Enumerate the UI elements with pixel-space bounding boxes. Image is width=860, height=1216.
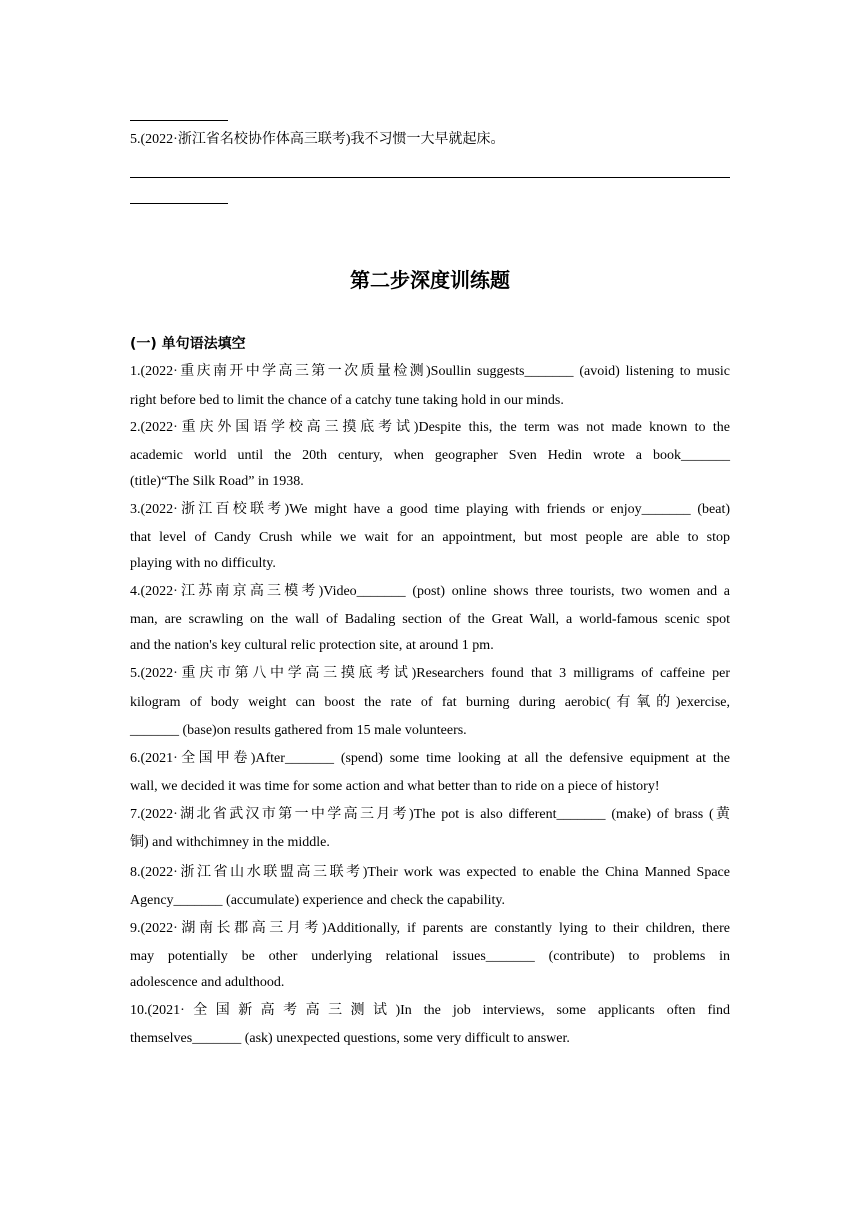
question-line: 7.(2022·湖北省武汉市第一中学高三月考)The pot is also different_______ (make) of brass (黄 (130, 807, 730, 822)
question-line: right before bed to limit the chance of a catchy tune taking hold in our minds. (130, 393, 564, 408)
question-line: adolescence and adulthood. (130, 975, 285, 990)
question-line: _______ (base)on results gathered from 15 male volunteers. (130, 723, 467, 738)
question-line: Agency_______ (accumulate) experience and check the capability. (130, 893, 505, 908)
question-line: and the nation's key cultural relic protection site, at around 1 pm. (130, 638, 494, 653)
answer-line (130, 120, 228, 121)
page-title: 第二步深度训练题 (350, 268, 510, 292)
answer-line (130, 203, 228, 204)
question-line: 8.(2022·浙江省山水联盟高三联考)Their work was expected to enable the China Manned Space (130, 865, 730, 880)
question-line: 10.(2021·全国新高考高三测试)In the job interviews, some applicants often find (130, 1003, 730, 1018)
section-heading: (一) 单句语法填空 (130, 336, 246, 352)
question-line: 2.(2022·重庆外国语学校高三摸底考试)Despite this, the term was not made known to the (130, 420, 730, 435)
question-line: man, are scrawling on the wall of Badaling section of the Great Wall, a world-famous scenic spot (130, 612, 730, 627)
question-line: 1.(2022·重庆南开中学高三第一次质量检测)Soullin suggests_______ (avoid) listening to music (130, 364, 730, 379)
question-line: kilogram of body weight can boost the rate of fat burning during aerobic(有氧的)exercise, (130, 695, 730, 710)
question-line: may potentially be other underlying relational issues_______ (contribute) to problems in (130, 949, 730, 964)
question-line: 9.(2022·湖南长郡高三月考)Additionally, if parents are constantly lying to their children, there (130, 921, 730, 936)
question-line: academic world until the 20th century, when geographer Sven Hedin wrote a book_______ (130, 448, 730, 463)
question-line: themselves_______ (ask) unexpected questions, some very difficult to answer. (130, 1031, 570, 1046)
question-line: 铜) and withchimney in the middle. (130, 835, 330, 850)
answer-line (130, 177, 730, 178)
question-line: 5.(2022·重庆市第八中学高三摸底考试)Researchers found that 3 milligrams of caffeine per (130, 666, 730, 681)
question-line: that level of Candy Crush while we wait for an appointment, but most people are able to stop (130, 530, 730, 545)
translation-item-5: 5.(2022·浙江省名校协作体高三联考)我不习惯一大早就起床。 (130, 132, 505, 147)
question-line: 6.(2021·全国甲卷)After_______ (spend) some time looking at all the defensive equipment at the (130, 751, 730, 766)
question-line: 3.(2022·浙江百校联考)We might have a good time playing with friends or enjoy_______ (beat) (130, 502, 730, 517)
question-line: (title)“The Silk Road” in 1938. (130, 474, 304, 489)
question-line: wall, we decided it was time for some action and what better than to ride on a piece of history! (130, 779, 660, 794)
question-line: 4.(2022·江苏南京高三模考)Video_______ (post) online shows three tourists, two women and a (130, 584, 730, 599)
question-line: playing with no difficulty. (130, 556, 276, 571)
